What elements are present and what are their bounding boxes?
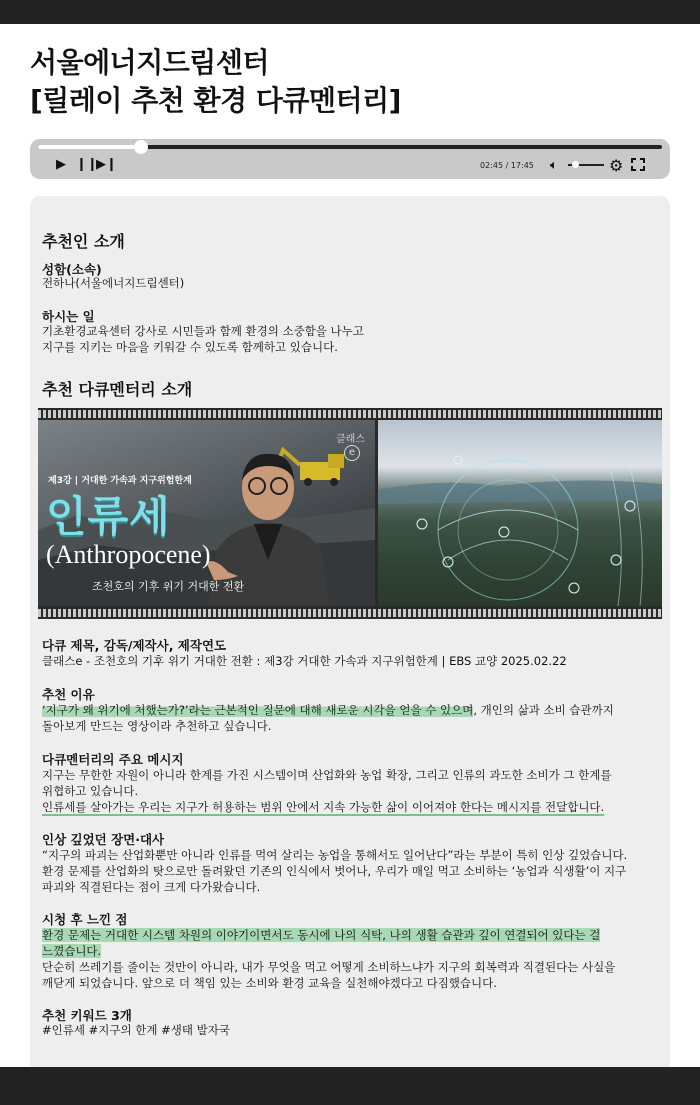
work-line: 기초환경교육센터 강사로 시민들과 함께 환경의 소중함을 나누고 [42,324,364,338]
info-label: 다큐 제목, 감독/제작사, 제작연도 [42,638,227,653]
progress-fill [38,145,141,149]
progress-track[interactable] [38,145,662,149]
reason-rest: , 개인의 삶과 소비 습관까지 [473,703,614,717]
page-title [30,44,670,120]
gear-icon[interactable]: ⚙ [609,156,624,175]
play-icon[interactable]: ▶ [56,157,66,172]
name-value: 전하나(서울에너지드림센터) [42,276,185,290]
keywords-value: #인류세 #지구의 한계 #생태 발자국 [42,1023,230,1037]
scene-line: “지구의 파괴는 산업화뿐만 아니라 인류를 먹여 살리는 농업을 통해서도 일어난다”라는 부분이 특히 인상 깊었습니다. [42,848,628,862]
after-highlight: 환경 문제는 거대한 시스템 차원의 이야기이면서도 동시에 나의 식탁, 나의 생활 습관과 깊이 연결되어 있다는 걸 [42,928,601,942]
scene-label: 인상 깊었던 장면·대사 [42,832,165,847]
thumbnail-subtitle: 조천호의 기후 위기 거대한 전환 [92,580,245,593]
message-label: 다큐멘터리의 주요 메시지 [42,752,184,767]
work-line: 지구를 지키는 마음을 키워갈 수 있도록 함께하고 있습니다. [42,340,338,354]
reason-label: 추천 이유 [42,687,95,702]
thumbnail-title-en: (Anthropocene) [46,540,211,569]
thumbnail-left-frame [38,420,375,606]
top-bar [0,0,700,24]
keywords-label: 추천 키워드 3개 [42,1008,132,1023]
volume-icon[interactable]: 🔈︎ [550,158,558,173]
volume-knob[interactable] [572,161,579,168]
pause-icon[interactable]: ❙❙ [76,157,98,172]
earth-network-graphic [378,420,662,606]
work-description [42,323,657,355]
film-perforation [38,609,662,617]
video-player [30,139,670,179]
scene-line: 환경 문제를 산업화의 탓으로만 돌려왔던 기존의 인식에서 벗어나, 우리가 매일 먹고 소비하는 ‘농업과 식생활’이 지구 [42,864,627,878]
reason-highlight: ‘지구가 왜 위기에 처했는가?’라는 근본적인 질문에 대해 새로운 시각을 얻을 수 있으며 [42,703,474,717]
after-highlight: 느꼈습니다. [42,944,102,958]
info-value: 클래스e - 조천호의 기후 위기 거대한 전환 : 제3강 거대한 가속과 지구위험한계 | EBS 교양 2025.02.22 [42,654,567,668]
page-title-line1: 서울에너지드림센터 [30,46,269,79]
message-line: 위협하고 있습니다. [42,784,139,798]
name-label: 성함(소속) [42,262,102,277]
after-line: 깨닫게 되었습니다. 앞으로 더 책임 있는 소비와 환경 교육을 실천해야겠다고 다짐했습니다. [42,976,497,990]
thumbnail-right-frame [378,420,662,606]
bottom-bar [0,1067,700,1105]
brand-label: 클래스 [336,434,365,445]
film-perforation [38,410,662,418]
next-icon[interactable]: ▶❙ [96,157,117,172]
time-display: 02:45 / 17:45 [480,161,534,170]
thumbnail-title: 인류세 [46,492,171,541]
message-text [42,767,657,815]
scene-text [42,847,657,895]
reason-text [42,702,657,734]
message-line: 지구는 무한한 자원이 아니라 한계를 가진 시스템이며 산업화와 농업 확장, 그리고 인류의 과도한 소비가 그 한계를 [42,768,612,782]
work-label: 하시는 일 [42,309,95,324]
documentary-heading: 추천 다큐멘터리 소개 [42,380,193,399]
recommender-heading: 추천인 소개 [42,232,125,251]
page-title-line2: [릴레이 추천 환경 다큐멘터리] [30,84,401,117]
documentary-thumbnail [38,408,662,619]
message-underlined: 인류세를 살아가는 우리는 지구가 허용하는 범위 안에서 지속 가능한 삶이 이어져야 한다는 메시지를 전달합니다. [42,800,605,814]
scene-line: 파괴와 직결된다는 점이 크게 다가왔습니다. [42,880,261,894]
after-line: 단순히 쓰레기를 줄이는 것만이 아니라, 내가 무엇을 먹고 어떻게 소비하느냐가 지구의 회복력과 직결된다는 사실을 [42,960,616,974]
fullscreen-icon[interactable] [631,158,645,171]
reason-line: 돌아보게 만드는 영상이라 추천하고 싶습니다. [42,719,272,733]
after-text [42,927,657,991]
brand-mark: e [344,445,360,461]
progress-knob[interactable] [134,140,148,154]
episode-label: 제3강 | 거대한 가속과 지구위험한계 [48,476,192,486]
after-label: 시청 후 느낀 점 [42,912,128,927]
